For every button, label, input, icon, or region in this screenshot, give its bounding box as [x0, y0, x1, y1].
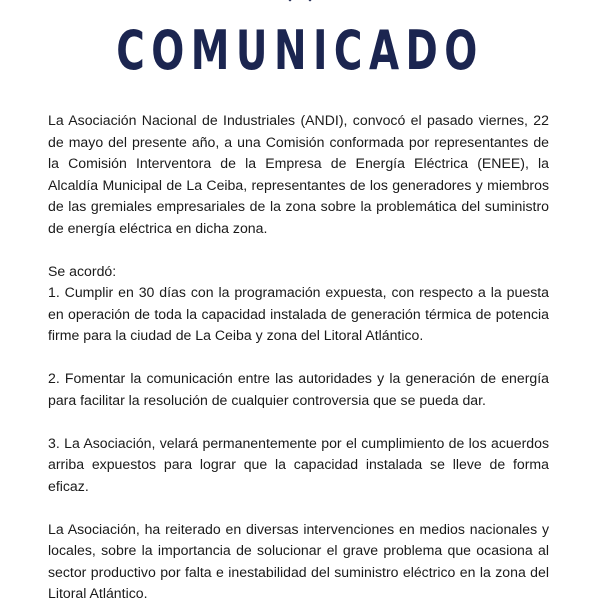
intro-paragraph: La Asociación Nacional de Industriales (ANDI), convocó el pasado viernes, 22 de mayo del presente año, a una Comisión conformada por representantes de la Comisión Interventora de la Empresa de Energía Eléctrica (ENEE), la Alcaldía Municipal de La Ceiba, representantes de los generadores y miembros de las gremiales empresariales de la zona sobre la problemática del suministro de energía eléctrica en dicha zona.	[48, 112, 549, 236]
closing-paragraph: La Asociación, ha reiterado en diversas intervenciones en medios nacionales y locales, sobre la importancia de solucionar el grave problema que ocasiona al sector productivo por falta e inestabilidad del suministro eléctrico en la zona del Litoral Atlántico.	[48, 520, 549, 600]
agreement-point-2: 2. Fomentar la comunicación entre las autoridades y la generación de energía para facilitar la resolución de cualquier controversia que se pueda dar.	[48, 370, 549, 408]
agreement-point-1: 1. Cumplir en 30 días con la programación expuesta, con respecto a la puesta en operación de toda la capacidad instalada de generación térmica de potencia firme para la ciudad de La Ceiba y zona del Litoral Atlántico.	[48, 284, 549, 343]
agreed-heading: Se acordó:	[48, 262, 117, 279]
logo-fragment-icon	[278, 0, 322, 6]
page-title: COMUNICADO	[116, 19, 484, 82]
agreement-point-3: 3. La Asociación, velará permanentemente por el cumplimiento de los acuerdos arriba expuestos para lograr que la capacidad instalada se lleve de forma eficaz.	[48, 434, 549, 494]
document-body	[48, 110, 549, 600]
